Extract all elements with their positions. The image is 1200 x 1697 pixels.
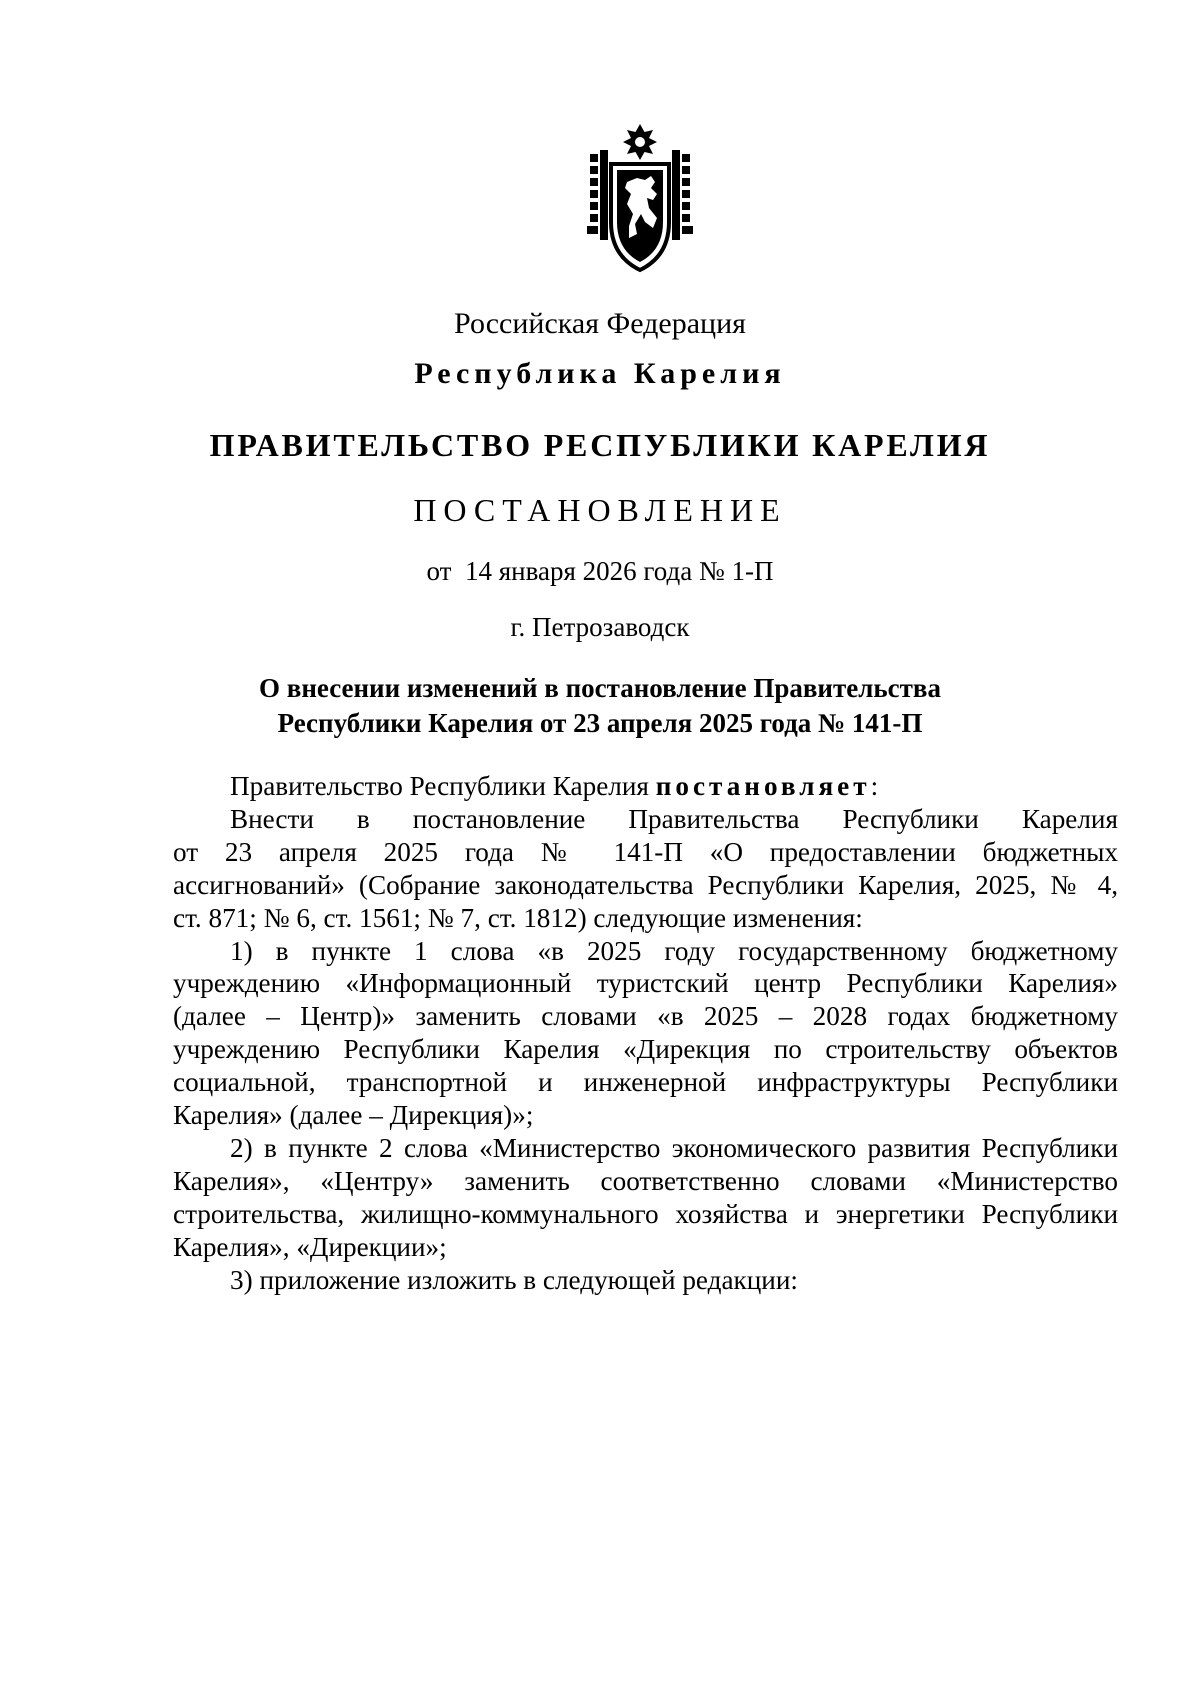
intro-suffix: : (870, 771, 879, 801)
body-line: учреждению Республики Карелия «Дирекция по строительству объектов (173, 1034, 1118, 1065)
document-city: г. Петрозаводск (510, 612, 690, 642)
body-line: 3) приложение изложить в следующей редакции: (230, 1264, 798, 1295)
intro-prefix: Правительство Республики Карелия (230, 771, 656, 801)
subject-line: Республики Карелия от 23 апреля 2025 года № 141-П (277, 708, 923, 738)
body-line: Карелия», «Дирекции»; (173, 1231, 447, 1262)
government-name: ПРАВИТЕЛЬСТВО РЕСПУБЛИКИ КАРЕЛИЯ (209, 427, 991, 463)
body-line: 1) в пункте 1 слова «в 2025 году государственному бюджетному (230, 935, 1118, 966)
document-date-number: от 14 января 2026 года № 1-П (426, 556, 774, 586)
body-line: Внести в постановление Правительства Республики Карелия (230, 803, 1118, 834)
body-line: ассигнований» (Собрание законодательства Республики Карелия, 2025, № 4, (173, 869, 1118, 900)
subject-line: О внесении изменений в постановление Правительства (259, 673, 941, 703)
body-line: социальной, транспортной и инженерной инфраструктуры Республики (173, 1067, 1118, 1098)
intro-verb: постановляет (655, 771, 871, 801)
republic-name: Республика Карелия (414, 357, 786, 390)
federation-name: Российская Федерация (454, 307, 746, 340)
karelia-coat-of-arms-icon (587, 124, 693, 276)
body-line: 2) в пункте 2 слова «Министерство экономического развития Республики (230, 1132, 1118, 1163)
body-line: строительства, жилищно-коммунального хозяйства и энергетики Республики (173, 1198, 1118, 1229)
body-line: учреждению «Информационный туристский центр Республики Карелия» (173, 968, 1118, 999)
body-line: от 23 апреля 2025 года № 141-П «О предоставлении бюджетных (173, 836, 1118, 867)
body-line: Карелия» (далее – Дирекция)»; (173, 1100, 534, 1131)
body-line: ст. 871; № 6, ст. 1561; № 7, ст. 1812) следующие изменения: (173, 902, 863, 933)
body-line: (далее – Центр)» заменить словами «в 2025 – 2028 годах бюджетному (173, 1001, 1118, 1032)
document-body (173, 770, 1118, 1297)
document-subject (0, 671, 1200, 741)
body-line: Карелия», «Центру» заменить соответственно словами «Министерство (173, 1165, 1118, 1196)
document-type: ПОСТАНОВЛЕНИЕ (413, 492, 787, 528)
intro-paragraph (173, 770, 1118, 803)
